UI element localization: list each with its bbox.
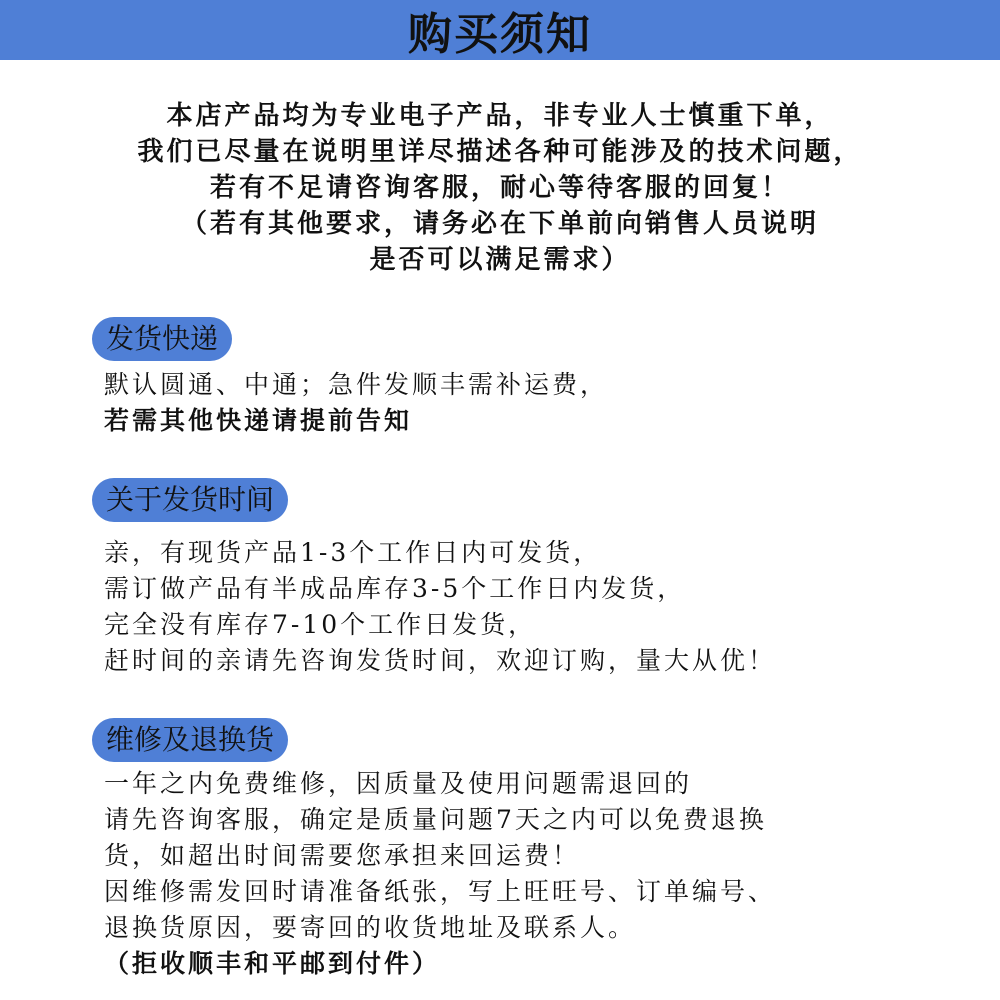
section-title-repair-returns: 维修及退换货 <box>92 718 288 762</box>
body-line: 若需其他快递请提前告知 <box>104 406 413 435</box>
section-body-repair-returns <box>104 766 776 982</box>
body-line: 因维修需发回时请准备纸张，写上旺旺号、订单编号、 <box>104 877 777 906</box>
intro-line: 我们已尽量在说明里详尽描述各种可能涉及的技术问题， <box>137 137 863 167</box>
intro-line: 若有不足请咨询客服，耐心等待客服的回复！ <box>209 173 790 203</box>
intro-notice <box>0 98 1000 278</box>
header-bar <box>0 0 1000 60</box>
body-line: 默认圆通、中通；急件发顺丰需补运费， <box>104 370 609 399</box>
intro-line: （若有其他要求，请务必在下单前向销售人员说明 <box>180 209 819 239</box>
page-title: 购买须知 <box>408 9 592 60</box>
body-line: 退换货原因，要寄回的收货地址及联系人。 <box>104 913 637 942</box>
body-line: 完全没有库存7-10个工作日发货， <box>104 610 537 639</box>
body-line: 亲，有现货产品1-3个工作日内可发货， <box>104 538 602 567</box>
body-line: 赶时间的亲请先咨询发货时间，欢迎订购，量大从优！ <box>104 646 777 675</box>
section-body-shipping-courier <box>104 367 608 439</box>
body-line: （拒收顺丰和平邮到付件） <box>104 949 441 978</box>
body-line: 请先咨询客服，确定是质量问题7天之内可以免费退换 <box>104 805 767 834</box>
section-title-shipping-time: 关于发货时间 <box>92 478 288 522</box>
section-body-shipping-time <box>104 535 776 679</box>
intro-line: 本店产品均为专业电子产品，非专业人士慎重下单， <box>166 101 834 131</box>
section-title-shipping-courier: 发货快递 <box>92 317 232 361</box>
body-line: 一年之内免费维修，因质量及使用问题需退回的 <box>104 769 693 798</box>
intro-line: 是否可以满足需求） <box>369 245 631 275</box>
body-line: 需订做产品有半成品库存3-5个工作日内发货， <box>104 574 686 603</box>
body-line: 货，如超出时间需要您承担来回运费！ <box>104 841 581 870</box>
